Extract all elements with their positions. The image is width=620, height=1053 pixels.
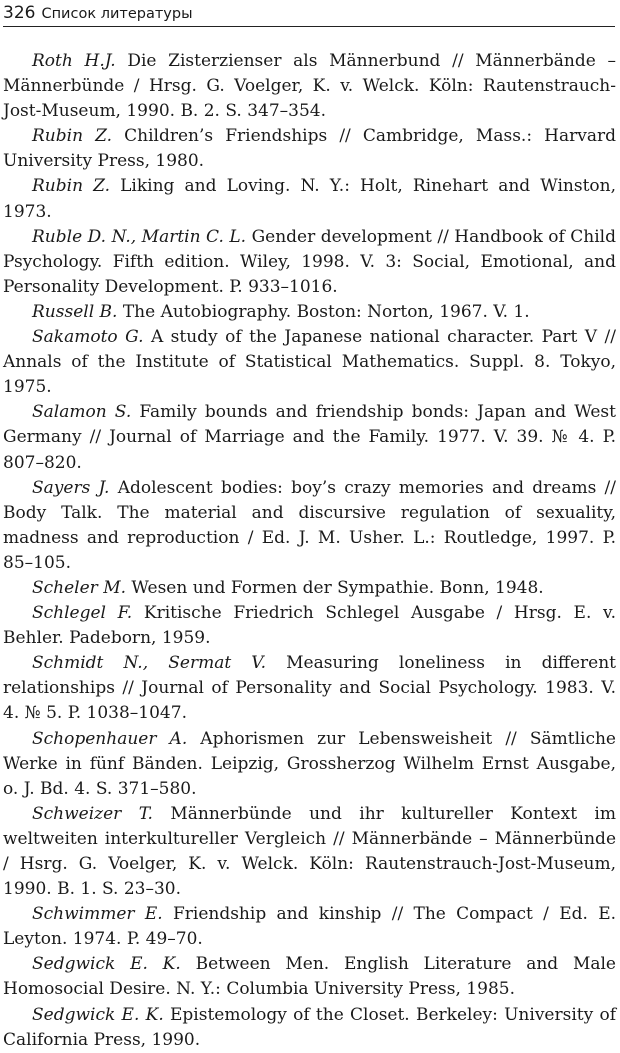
reference-entry — [3, 400, 616, 475]
reference-text: Gender development // Handbook of Child Psychology. Fifth edition. Wiley, 1998. V. 3: Social, Emotional, and Personality Development. P. 933–1016. — [3, 226, 617, 297]
reference-author: Schlegel F. — [32, 603, 133, 624]
reference-text: Measuring loneliness in different relationships // Journal of Personality and Social Psychology. 1983. V. 4. № 5. P. 1038–1047. — [3, 653, 617, 724]
page-number: 326 — [3, 3, 36, 23]
reference-author: Scheler M. — [32, 577, 127, 598]
reference-author: Rubin Z. — [32, 176, 111, 197]
reference-entry — [3, 225, 616, 300]
reference-text: Die Zisterzienser als Männerbund // Männerbände – Männerbünde / Hrsg. G. Voelger, K. v. Welck. Köln: Rautenstrauch-Jost-Museum, 1990. B. 2. S. 347–354. — [3, 51, 616, 122]
reference-text: Kritische Friedrich Schlegel Ausgabe / Hrsg. E. v. Behler. Padeborn, 1959. — [3, 603, 617, 649]
reference-text: Männerbünde und ihr kultureller Kontext im weltweiten interkultureller Vergleich // Männerbände – Männerbünde / Hsrg. G. Voelger, K. v. Welck. Köln: Rautenstrauch-Jost-Museum, 1990. B. 1. S. 23–30. — [3, 803, 616, 900]
reference-entry — [3, 902, 616, 952]
reference-text: Children’s Friendships // Cambridge, Mass.: Harvard University Press, 1980. — [3, 126, 616, 172]
reference-author: Ruble D. N., Martin C. L. — [32, 226, 247, 247]
reference-text: Epistemology of the Closet. Berkeley: University of California Press, 1990. — [3, 1004, 616, 1050]
running-head — [3, 0, 615, 27]
reference-author: Schopenhauer A. — [32, 728, 188, 749]
reference-entry — [3, 1003, 616, 1053]
reference-entry — [3, 124, 616, 174]
reference-entry — [3, 300, 616, 325]
reference-entry — [3, 576, 616, 601]
reference-text: Friendship and kinship // The Compact / Ed. E. Leyton. 1974. P. 49–70. — [3, 904, 617, 950]
reference-author: Sakamoto G. — [32, 327, 144, 348]
reference-author: Sayers J. — [32, 477, 110, 498]
reference-entry — [3, 601, 616, 651]
reference-author: Roth H.J. — [32, 51, 116, 71]
reference-entry — [3, 651, 616, 726]
reference-author: Sedgwick E. K. — [32, 954, 181, 975]
reference-text: The Autobiography. Boston: Norton, 1967. V. 1. — [117, 301, 530, 322]
reference-author: Schweizer T. — [32, 803, 153, 824]
reference-author: Salamon S. — [32, 402, 132, 423]
reference-entry — [3, 802, 616, 902]
reference-author: Rubin Z. — [32, 126, 113, 147]
reference-author: Russell B. — [32, 301, 118, 322]
reference-text: Family bounds and friendship bonds: Japan and West Germany // Journal of Marriage and the Family. 1977. V. 39. № 4. P. 807–820. — [3, 402, 616, 473]
reference-entry — [3, 49, 616, 124]
reference-author: Schwimmer E. — [32, 904, 163, 925]
running-title: Список литературы — [41, 6, 193, 22]
reference-entry — [3, 174, 616, 224]
reference-entry — [3, 325, 616, 400]
reference-text: A study of the Japanese national character. Part V // Annals of the Institute of Statistical Mathematics. Suppl. 8. Tokyo, 1975. — [3, 327, 616, 398]
reference-entry — [3, 727, 616, 802]
reference-entry — [3, 476, 616, 576]
reference-text: Wesen und Formen der Sympathie. Bonn, 1948. — [126, 577, 544, 598]
reference-list — [3, 49, 616, 1053]
reference-entry — [3, 952, 616, 1002]
reference-author: Sedgwick E. K. — [32, 1004, 164, 1025]
reference-text: Adolescent bodies: boy’s crazy memories and dreams // Body Talk. The material and discursive regulation of sexuality, madness and reproduction / Ed. J. M. Usher. L.: Routledge, 1997. P. 85–105. — [3, 477, 617, 573]
reference-author: Schmidt N., Sermat V. — [32, 653, 266, 674]
reference-text: Aphorismen zur Lebensweisheit // Sämtliche Werke in fünf Bänden. Leipzig, Grossherzog Wilhelm Ernst Ausgabe, o. J. Bd. 4. S. 371–580. — [3, 728, 616, 799]
reference-text: Liking and Loving. N. Y.: Holt, Rinehart and Winston, 1973. — [3, 176, 616, 222]
reference-text: Between Men. English Literature and Male Homosocial Desire. N. Y.: Columbia University Press, 1985. — [3, 954, 616, 1000]
